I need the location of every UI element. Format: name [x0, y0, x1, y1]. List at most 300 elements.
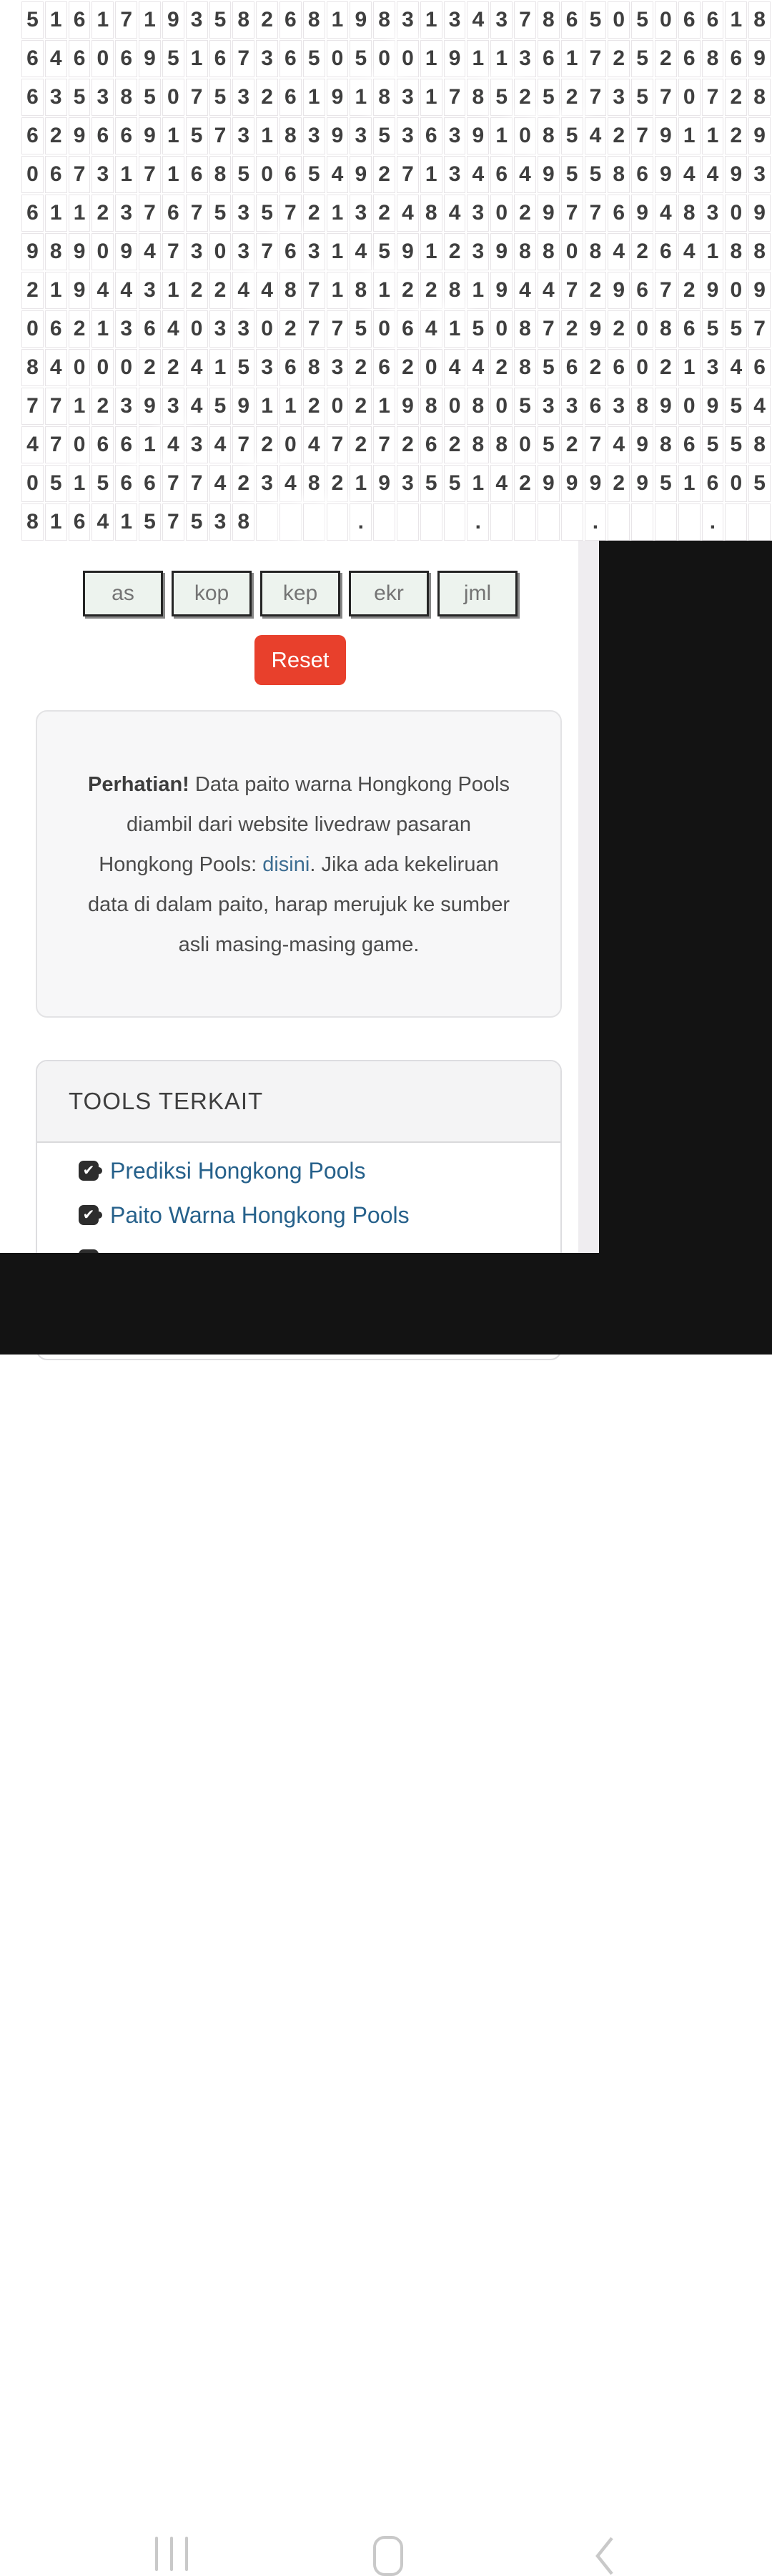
paito-cell: 1: [91, 1, 114, 39]
paito-cell: 7: [631, 117, 653, 154]
paito-cell: 7: [69, 156, 91, 193]
paito-cell: 9: [538, 465, 560, 502]
paito-cell: 0: [678, 388, 701, 425]
paito-cell: 6: [608, 195, 630, 232]
paito-cell: 7: [748, 310, 771, 348]
paito-cell: 4: [303, 426, 325, 463]
paito-cell: 1: [327, 1, 349, 39]
paito-cell: 4: [467, 1, 489, 39]
paito-cell: 1: [420, 1, 442, 39]
paito-cell: 6: [678, 426, 701, 463]
paito-cell: 9: [748, 117, 771, 154]
paito-cell: 1: [115, 503, 137, 541]
paito-cell: 1: [69, 388, 91, 425]
filter-button-jml[interactable]: jml: [437, 571, 518, 616]
paito-cell: 3: [350, 195, 372, 232]
paito-cell: 4: [514, 272, 536, 309]
paito-cell: 6: [279, 40, 302, 77]
paito-cell: 9: [631, 195, 653, 232]
tool-link[interactable]: Prediksi Hongkong Pools: [110, 1157, 366, 1184]
paito-cell: 0: [373, 310, 395, 348]
paito-cell: 0: [186, 310, 208, 348]
paito-cell: 1: [139, 426, 161, 463]
paito-cell: 2: [327, 465, 349, 502]
paito-cell: 5: [444, 465, 466, 502]
paito-cell: 6: [115, 117, 137, 154]
paito-cell: 8: [45, 233, 67, 270]
paito-cell: 1: [279, 388, 302, 425]
paito-cell: 5: [538, 349, 560, 386]
paito-cell: 5: [45, 465, 67, 502]
paito-cell: [303, 503, 325, 541]
paito-row: [21, 40, 771, 77]
paito-cell: 9: [139, 388, 161, 425]
paito-cell: 8: [279, 117, 302, 154]
paito-cell: 8: [702, 40, 724, 77]
paito-cell: 3: [45, 79, 67, 116]
paito-cell: [655, 503, 677, 541]
paito-cell: 1: [115, 156, 137, 193]
paito-cell: 3: [115, 195, 137, 232]
paito-cell: 3: [115, 310, 137, 348]
paito-cell: 3: [232, 195, 254, 232]
paito-cell: 6: [91, 117, 114, 154]
paito-cell: 5: [209, 195, 232, 232]
paito-cell: 9: [561, 465, 583, 502]
paito-cell: 6: [631, 272, 653, 309]
paito-cell: 1: [702, 117, 724, 154]
paito-cell: 8: [373, 1, 395, 39]
paito-cell: 5: [303, 156, 325, 193]
paito-cell: 0: [444, 388, 466, 425]
paito-cell: 2: [209, 272, 232, 309]
paito-cell: 0: [21, 310, 44, 348]
paito-cell: 1: [420, 233, 442, 270]
paito-cell: 8: [514, 233, 536, 270]
paito-cell: 2: [45, 117, 67, 154]
paito-cell: 5: [702, 310, 724, 348]
paito-cell: 3: [91, 79, 114, 116]
paito-cell: 5: [162, 40, 184, 77]
recent-apps-icon[interactable]: [155, 2537, 188, 2571]
filter-button-kep[interactable]: kep: [260, 571, 340, 616]
paito-cell: 2: [514, 79, 536, 116]
paito-cell: 9: [232, 388, 254, 425]
paito-cell: 8: [232, 503, 254, 541]
paito-cell: 3: [327, 349, 349, 386]
paito-cell: .: [350, 503, 372, 541]
paito-cell: 0: [21, 465, 44, 502]
paito-cell: [444, 503, 466, 541]
paito-cell: 8: [514, 349, 536, 386]
paito-cell: 7: [327, 426, 349, 463]
paito-cell: 5: [585, 156, 607, 193]
filter-button-as[interactable]: as: [83, 571, 163, 616]
paito-cell: 6: [21, 79, 44, 116]
paito-cell: 9: [538, 195, 560, 232]
paito-cell: 0: [561, 233, 583, 270]
paito-cell: .: [585, 503, 607, 541]
paito-cell: 5: [350, 40, 372, 77]
paito-cell: 5: [655, 465, 677, 502]
filter-button-ekr[interactable]: ekr: [349, 571, 429, 616]
paito-row: [21, 156, 771, 193]
paito-cell: [490, 503, 513, 541]
paito-cell: 2: [373, 195, 395, 232]
paito-cell: 8: [467, 79, 489, 116]
paito-cell: 3: [748, 156, 771, 193]
paito-cell: 3: [444, 117, 466, 154]
paito-cell: 1: [256, 117, 278, 154]
paito-cell: 6: [748, 349, 771, 386]
paito-cell: 0: [256, 156, 278, 193]
paito-cell: 1: [561, 40, 583, 77]
paito-cell: 7: [115, 1, 137, 39]
paito-cell: 5: [725, 388, 747, 425]
paito-cell: 0: [327, 40, 349, 77]
paito-cell: 3: [467, 195, 489, 232]
paito-cell: 3: [490, 1, 513, 39]
paito-cell: 5: [420, 465, 442, 502]
paito-cell: 9: [585, 465, 607, 502]
paito-cell: 4: [91, 272, 114, 309]
paito-cell: 8: [444, 272, 466, 309]
paito-cell: 1: [467, 40, 489, 77]
paito-cell: 3: [444, 156, 466, 193]
paito-cell: 2: [561, 426, 583, 463]
paito-cell: 1: [69, 465, 91, 502]
paito-cell: 5: [561, 117, 583, 154]
paito-cell: 6: [279, 79, 302, 116]
tools-card-title: TOOLS TERKAIT: [37, 1061, 560, 1143]
paito-cell: 1: [444, 310, 466, 348]
paito-cell: 2: [655, 349, 677, 386]
paito-cell: 5: [91, 465, 114, 502]
paito-cell: 5: [373, 117, 395, 154]
paito-cell: 5: [209, 79, 232, 116]
paito-cell: 1: [162, 117, 184, 154]
page-background-right: [599, 541, 772, 1355]
paito-cell: 0: [631, 349, 653, 386]
filter-button-kop[interactable]: kop: [172, 571, 252, 616]
paito-cell: 6: [538, 40, 560, 77]
paito-cell: 8: [514, 310, 536, 348]
paito-cell: 9: [748, 272, 771, 309]
paito-cell: 5: [303, 40, 325, 77]
reset-button[interactable]: Reset: [254, 635, 346, 685]
paito-cell: 7: [186, 79, 208, 116]
paito-cell: 1: [373, 272, 395, 309]
paito-cell: 2: [420, 272, 442, 309]
paito-cell: 3: [91, 156, 114, 193]
paito-cell: 8: [467, 388, 489, 425]
paito-cell: 4: [162, 426, 184, 463]
paito-cell: 7: [45, 426, 67, 463]
paito-cell: 9: [397, 233, 419, 270]
paito-cell: 3: [256, 40, 278, 77]
paito-cell: 1: [420, 79, 442, 116]
paito-cell: 2: [725, 117, 747, 154]
paito-cell: 7: [585, 79, 607, 116]
paito-row: [21, 233, 771, 270]
paito-cell: 5: [631, 79, 653, 116]
paito-cell: 5: [209, 1, 232, 39]
paito-cell: 9: [702, 272, 724, 309]
paito-cell: 0: [69, 426, 91, 463]
paito-cell: 5: [538, 79, 560, 116]
paito-cell: 2: [397, 426, 419, 463]
tool-item: [79, 1149, 560, 1193]
paito-cell: 0: [91, 349, 114, 386]
paito-cell: 4: [162, 310, 184, 348]
paito-cell: 4: [444, 349, 466, 386]
paito-cell: 1: [327, 272, 349, 309]
paito-cell: 0: [91, 233, 114, 270]
paito-cell: 5: [186, 117, 208, 154]
paito-cell: 1: [45, 272, 67, 309]
paito-cell: 2: [256, 79, 278, 116]
paito-cell: 0: [397, 40, 419, 77]
paito-cell: 9: [585, 310, 607, 348]
paito-cell: 9: [655, 117, 677, 154]
paito-cell: 1: [467, 465, 489, 502]
paito-cell: 4: [748, 388, 771, 425]
home-icon[interactable]: [373, 2536, 403, 2576]
paito-cell: 9: [444, 40, 466, 77]
paito-cell: 4: [608, 233, 630, 270]
paito-cell: 6: [21, 40, 44, 77]
paito-cell: 7: [702, 79, 724, 116]
paito-cell: 2: [350, 426, 372, 463]
paito-cell: 6: [69, 503, 91, 541]
paito-cell: 3: [115, 388, 137, 425]
paito-cell: 6: [21, 117, 44, 154]
notice-text: Data paito warna Hongkong Pools diambil dari website livedraw pasaran Hongkong Pools:: [99, 773, 510, 876]
paito-cell: 3: [303, 233, 325, 270]
paito-cell: 1: [256, 388, 278, 425]
paito-cell: 7: [256, 233, 278, 270]
paito-cell: 2: [232, 465, 254, 502]
back-icon[interactable]: [593, 2536, 615, 2576]
paito-cell: [373, 503, 395, 541]
paito-cell: 8: [538, 1, 560, 39]
paito-cell: 4: [655, 195, 677, 232]
paito-cell: 5: [490, 79, 513, 116]
paito-cell: 6: [561, 349, 583, 386]
paito-cell: 8: [748, 1, 771, 39]
paito-cell: 3: [702, 349, 724, 386]
paito-cell: 6: [45, 310, 67, 348]
paito-cell: 1: [490, 40, 513, 77]
paito-cell: 3: [186, 1, 208, 39]
paito-cell: 4: [678, 156, 701, 193]
paito-cell: 4: [115, 272, 137, 309]
paito-cell: 6: [608, 349, 630, 386]
paito-cell: 4: [91, 503, 114, 541]
paito-cell: 3: [209, 503, 232, 541]
paito-cell: 5: [725, 426, 747, 463]
paito-cell: 4: [327, 156, 349, 193]
paito-cell: 2: [69, 310, 91, 348]
paito-cell: 7: [655, 79, 677, 116]
paito-cell: 3: [186, 426, 208, 463]
paito-cell: 1: [162, 156, 184, 193]
paito-cell: 1: [45, 195, 67, 232]
paito-cell: 3: [232, 79, 254, 116]
paito-cell: 9: [115, 233, 137, 270]
paito-cell: 8: [21, 503, 44, 541]
paito-row: [21, 465, 771, 502]
paito-cell: 7: [162, 503, 184, 541]
paito-cell: 7: [232, 426, 254, 463]
paito-cell: 2: [279, 310, 302, 348]
paito-cell: [561, 503, 583, 541]
paito-cell: 3: [232, 310, 254, 348]
paito-cell: 1: [678, 465, 701, 502]
paito-cell: 0: [725, 272, 747, 309]
paito-cell: 6: [373, 349, 395, 386]
paito-grid: [0, 0, 772, 542]
paito-cell: 6: [139, 465, 161, 502]
paito-cell: [256, 503, 278, 541]
paito-cell: 5: [139, 503, 161, 541]
paito-cell: 0: [21, 156, 44, 193]
paito-cell: .: [702, 503, 724, 541]
paito-cell: 0: [490, 388, 513, 425]
paito-cell: 2: [631, 233, 653, 270]
paito-cell: 9: [69, 272, 91, 309]
disini-link[interactable]: disini: [262, 853, 310, 876]
paito-cell: 9: [631, 426, 653, 463]
paito-cell: 7: [514, 1, 536, 39]
paito-cell: 9: [139, 40, 161, 77]
paito-cell: 6: [490, 156, 513, 193]
paito-cell: 4: [608, 426, 630, 463]
paito-cell: 3: [162, 388, 184, 425]
paito-cell: 2: [608, 40, 630, 77]
paito-cell: 2: [397, 349, 419, 386]
paito-cell: 4: [725, 349, 747, 386]
paito-cell: 1: [162, 272, 184, 309]
paito-cell: 5: [350, 310, 372, 348]
paito-cell: 6: [186, 156, 208, 193]
paito-cell: 6: [561, 1, 583, 39]
paito-cell: 5: [467, 310, 489, 348]
notice-bold-text: Perhatian!: [88, 773, 189, 796]
paito-cell: 6: [702, 465, 724, 502]
paito-cell: 0: [490, 195, 513, 232]
paito-cell: 8: [748, 426, 771, 463]
tool-link[interactable]: Paito Warna Hongkong Pools: [110, 1201, 410, 1228]
paito-row: [21, 79, 771, 116]
paito-cell: 1: [350, 79, 372, 116]
paito-cell: 0: [209, 233, 232, 270]
paito-cell: 0: [373, 40, 395, 77]
paito-cell: [678, 503, 701, 541]
paito-cell: 9: [702, 388, 724, 425]
android-navbar: [0, 1253, 772, 1355]
paito-cell: 8: [303, 465, 325, 502]
paito-cell: 5: [538, 426, 560, 463]
paito-cell: 6: [631, 156, 653, 193]
paito-cell: [327, 503, 349, 541]
paito-cell: 0: [490, 310, 513, 348]
paito-cell: 0: [608, 1, 630, 39]
paito-cell: 5: [232, 156, 254, 193]
paito-cell: 0: [327, 388, 349, 425]
paito-row: [21, 349, 771, 386]
paito-cell: 3: [702, 195, 724, 232]
paito-cell: 9: [631, 465, 653, 502]
paito-cell: 1: [373, 388, 395, 425]
paito-cell: 4: [397, 195, 419, 232]
paito-cell: [538, 503, 560, 541]
paito-cell: 5: [631, 40, 653, 77]
paito-cell: 6: [655, 233, 677, 270]
paito-cell: 1: [69, 195, 91, 232]
paito-cell: 3: [561, 388, 583, 425]
paito-cell: 9: [608, 272, 630, 309]
paito-cell: 1: [678, 117, 701, 154]
paito-cell: 0: [91, 40, 114, 77]
paito-cell: 3: [186, 233, 208, 270]
paito-cell: 8: [115, 79, 137, 116]
paito-cell: 2: [561, 310, 583, 348]
paito-cell: 9: [350, 156, 372, 193]
paito-cell: [514, 503, 536, 541]
paito-cell: 1: [350, 465, 372, 502]
paito-cell: 2: [91, 388, 114, 425]
paito-cell: 9: [69, 233, 91, 270]
paito-cell: 2: [303, 388, 325, 425]
paito-cell: 8: [350, 272, 372, 309]
paito-cell: [608, 503, 630, 541]
paito-cell: 2: [373, 156, 395, 193]
paito-cell: 7: [186, 195, 208, 232]
paito-cell: 2: [397, 272, 419, 309]
paito-cell: 5: [256, 195, 278, 232]
paito-row: [21, 195, 771, 232]
paito-cell: 9: [725, 156, 747, 193]
paito-cell: 0: [69, 349, 91, 386]
paito-cell: 7: [561, 272, 583, 309]
paito-cell: 6: [139, 310, 161, 348]
paito-cell: 8: [725, 233, 747, 270]
paito-cell: 6: [585, 388, 607, 425]
paito-cell: 7: [444, 79, 466, 116]
paito-row: [21, 117, 771, 154]
paito-cell: 8: [748, 233, 771, 270]
paito-cell: 5: [139, 79, 161, 116]
paito-cell: 8: [608, 156, 630, 193]
paito-cell: 2: [608, 465, 630, 502]
paito-cell: 1: [91, 310, 114, 348]
paito-cell: 2: [350, 349, 372, 386]
paito-cell: 2: [256, 426, 278, 463]
paito-cell: 6: [45, 156, 67, 193]
paito-cell: 5: [631, 1, 653, 39]
paito-cell: 9: [467, 117, 489, 154]
paito-cell: 2: [608, 117, 630, 154]
paito-cell: 8: [748, 79, 771, 116]
paito-cell: 4: [232, 272, 254, 309]
paito-cell: 6: [209, 40, 232, 77]
paito-cell: 5: [561, 156, 583, 193]
paito-cell: 2: [655, 40, 677, 77]
paito-cell: 0: [725, 465, 747, 502]
paito-cell: 8: [678, 195, 701, 232]
paito-cell: 8: [420, 388, 442, 425]
